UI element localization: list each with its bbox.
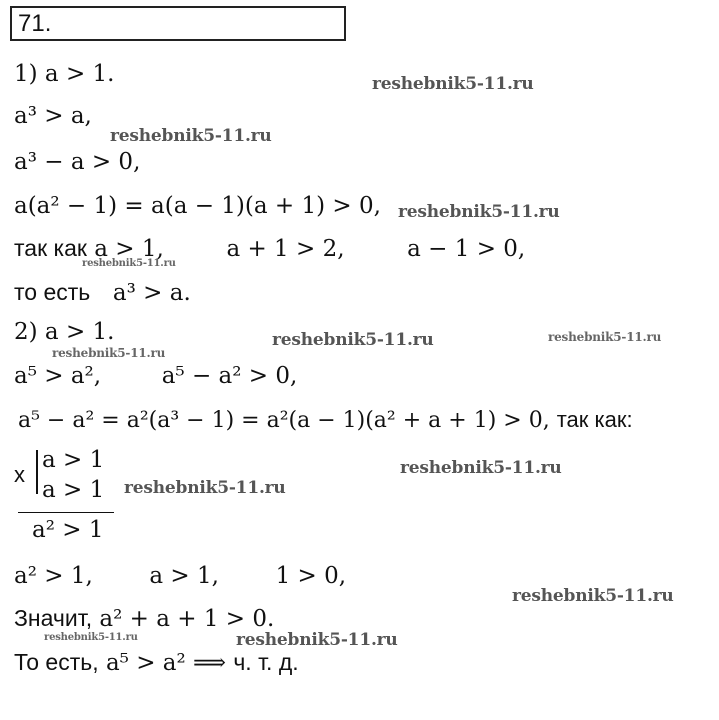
watermark: reshebnik5-11.ru (124, 478, 286, 498)
part2-line1 (14, 362, 297, 390)
part1-line5-text: то есть (14, 279, 91, 305)
part2-line4 (14, 604, 274, 633)
part1-line5 (14, 278, 191, 307)
part1-line2: a³ − a > 0, (14, 149, 141, 175)
part2-line5-end: ч. т. д. (233, 649, 299, 675)
watermark: reshebnik5-11.ru (236, 630, 398, 650)
brace-bar (36, 450, 38, 494)
part2-line1-b: a⁵ − a² > 0, (161, 363, 298, 389)
multiply-sign: x (14, 462, 25, 487)
part1-line4-text: так как (14, 235, 87, 261)
watermark: reshebnik5-11.ru (52, 346, 166, 360)
mult-result: a² > 1 (32, 517, 104, 543)
problem-header-box (10, 6, 346, 41)
fraction-rule (18, 512, 114, 513)
part1-line3: a(a² − 1) = a(a − 1)(a + 1) > 0, (14, 193, 381, 219)
part1-line5-math: a³ > a. (112, 280, 191, 306)
watermark: reshebnik5-11.ru (548, 330, 662, 344)
part1-line4-b: a + 1 > 2, (226, 236, 345, 262)
part2-line3-b: a > 1, (149, 563, 219, 589)
part1-condition (14, 60, 114, 88)
part2-line5-math: a⁵ > a² ⟹ (105, 650, 226, 676)
mult-row-2: a > 1 (42, 477, 105, 503)
watermark: reshebnik5-11.ru (44, 632, 138, 643)
part2-line3-a: a² > 1, (14, 563, 93, 589)
part2-line2-math: a⁵ − a² = a²(a³ − 1) = a²(a − 1)(a² + a + 1) > 0, (18, 408, 550, 433)
problem-number: 71. (18, 10, 52, 37)
watermark: reshebnik5-11.ru (82, 258, 176, 269)
part2-line2 (18, 406, 633, 435)
part2-line4-text: Значит, (14, 605, 93, 631)
watermark: reshebnik5-11.ru (398, 202, 560, 222)
multiplication-block (14, 446, 124, 546)
watermark: reshebnik5-11.ru (110, 126, 272, 146)
watermark: reshebnik5-11.ru (272, 330, 434, 350)
part2-line5-text: То есть, (14, 649, 99, 675)
part2-line2-text: так как: (556, 407, 633, 432)
watermark: reshebnik5-11.ru (372, 74, 534, 94)
part1-condition-text: 1) a > 1. (14, 61, 115, 87)
part2-line5 (14, 648, 299, 677)
part2-line3-c: 1 > 0, (275, 563, 347, 589)
part2-line1-a: a⁵ > a², (14, 363, 102, 389)
part2-condition: 2) a > 1. (14, 319, 115, 345)
part1-line4-c: a − 1 > 0, (407, 236, 526, 262)
watermark: reshebnik5-11.ru (400, 458, 562, 478)
watermark: reshebnik5-11.ru (512, 586, 674, 606)
part1-line4-math: a > 1, (94, 236, 164, 262)
part2-line3 (14, 562, 346, 590)
part2-line4-math: a² + a + 1 > 0. (99, 606, 275, 632)
mult-row-1: a > 1 (42, 447, 105, 473)
part1-line1: a³ > a, (14, 103, 92, 129)
